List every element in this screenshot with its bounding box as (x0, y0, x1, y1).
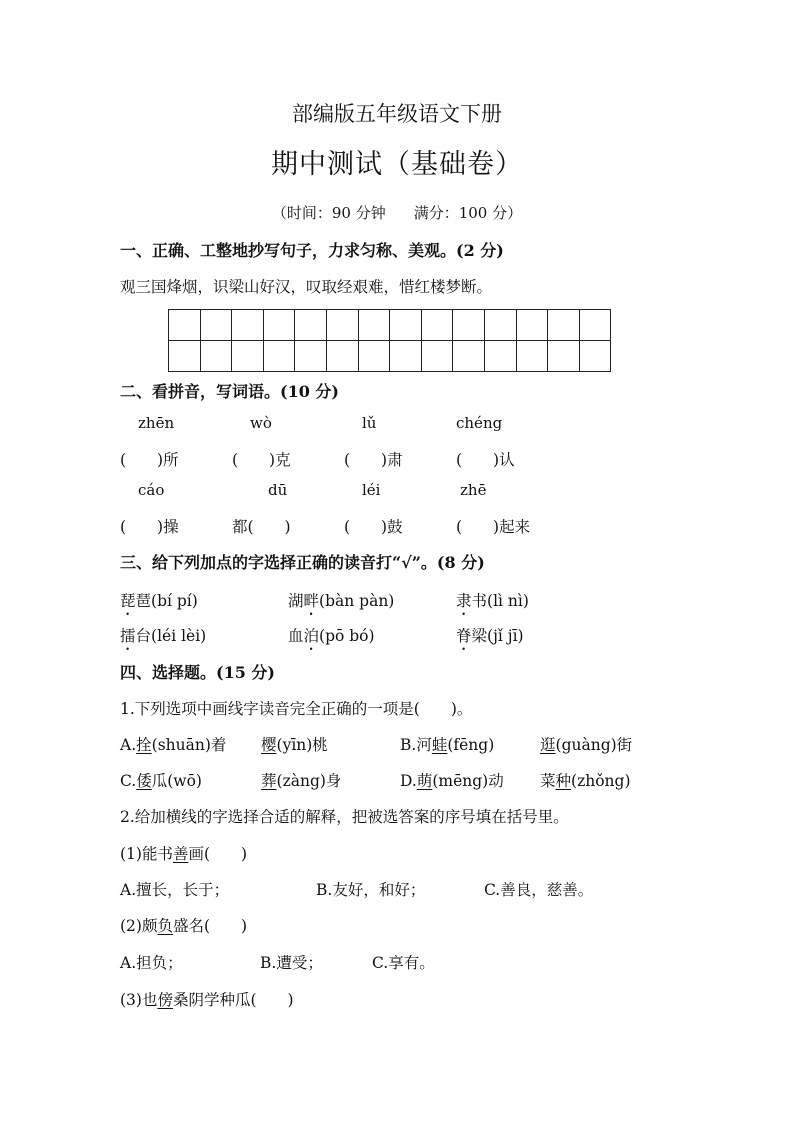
section4-heading: 四、选择题。(15 分) (120, 663, 275, 682)
grid-cell (390, 341, 422, 372)
q1-option-d2: 菜种(zhǒng) (540, 772, 631, 790)
grid-cell (358, 341, 390, 372)
pinyin-lu: lǔ (362, 414, 377, 432)
grid-cell (263, 341, 295, 372)
q2-stem: 2.给加横线的字选择合适的解释，把被选答案的序号填在括号里。 (120, 808, 569, 826)
score-text: 满分：100 分） (413, 204, 523, 222)
pinyin-zhe: zhē (460, 481, 487, 499)
reading-item-2: 湖畔(bàn pàn) (288, 592, 395, 610)
q2-sub1-option-a: A.擅长，长于； (120, 881, 230, 899)
grid-row (169, 310, 611, 341)
q2-sub3: (3)也傍桑阴学种瓜( ) (120, 991, 294, 1009)
grid-cell (169, 310, 201, 341)
q1-stem: 1.下列选项中画线字读音完全正确的一项是( )。 (120, 700, 473, 718)
grid-cell (263, 310, 295, 341)
q1-option-d1: D.萌(mēng)动 (400, 772, 504, 790)
blank-word-6: 都( ) (232, 518, 291, 536)
grid-cell (200, 341, 232, 372)
grid-cell (390, 310, 422, 341)
grid-cell (169, 341, 201, 372)
grid-cell (295, 310, 327, 341)
blank-word-5: ( )操 (120, 518, 179, 536)
blank-word-2: ( )克 (232, 451, 291, 469)
reading-item-3: 隶书(lì nì) (456, 592, 529, 610)
section2-heading: 二、看拼音，写词语。(10 分) (120, 382, 339, 401)
grid-cell (453, 341, 485, 372)
exam-subtitle: 部编版五年级语文下册 (292, 102, 502, 126)
grid-cell (232, 310, 264, 341)
q2-sub2-option-b: B.遭受； (260, 954, 323, 972)
q2-sub1-option-b: B.友好，和好； (316, 881, 426, 899)
grid-cell (358, 310, 390, 341)
grid-cell (421, 341, 453, 372)
grid-cell (453, 310, 485, 341)
section1-heading: 一、正确、工整地抄写句子，力求匀称、美观。(2 分) (120, 241, 504, 260)
grid-cell (484, 341, 516, 372)
writing-grid (168, 309, 611, 372)
blank-word-7: ( )鼓 (344, 518, 403, 536)
blank-word-1: ( )所 (120, 451, 179, 469)
pinyin-cao: cáo (138, 481, 165, 499)
q1-option-a1: A.拴(shuān)着 (120, 736, 227, 754)
grid-cell (484, 310, 516, 341)
pinyin-du: dū (268, 481, 288, 499)
grid-cell (295, 341, 327, 372)
pinyin-wo: wò (250, 414, 272, 432)
grid-cell (579, 341, 611, 372)
reading-item-1: 琵琶(bí pí) (120, 592, 198, 610)
grid-cell (548, 310, 580, 341)
q1-option-c1: C.倭瓜(wō) (120, 772, 202, 790)
q1-option-a2: 樱(yīn)桃 (261, 736, 328, 754)
q2-sub2-option-c: C.享有。 (372, 954, 435, 972)
grid-cell (326, 310, 358, 341)
exam-time-score (0, 202, 794, 223)
exam-title: 期中测试（基础卷） (271, 149, 523, 180)
grid-cell (232, 341, 264, 372)
copy-sentence: 观三国烽烟，识梁山好汉，叹取经艰难，惜红楼梦断。 (120, 278, 493, 296)
q2-sub2: (2)颇负盛名( ) (120, 917, 248, 935)
reading-item-5: 血泊(pō bó) (288, 627, 375, 645)
grid-cell (421, 310, 453, 341)
grid-cell (516, 310, 548, 341)
grid-cell (548, 341, 580, 372)
q2-sub1: (1)能书善画( ) (120, 845, 248, 863)
reading-item-6: 脊梁(jǐ jī) (456, 627, 524, 645)
q1-option-b1: B.河蛙(fēng) (400, 736, 495, 754)
grid-cell (326, 341, 358, 372)
q1-option-c2: 葬(zàng)身 (261, 772, 342, 790)
q2-sub2-option-a: A.担负； (120, 954, 183, 972)
q2-sub1-option-c: C.善良，慈善。 (484, 881, 594, 899)
blank-word-8: ( )起来 (456, 518, 531, 536)
time-text: （时间：90 分钟 (271, 204, 386, 222)
grid-cell (579, 310, 611, 341)
q1-option-b2: 逛(guàng)街 (540, 736, 633, 754)
pinyin-cheng: chéng (456, 414, 503, 432)
blank-word-3: ( )肃 (344, 451, 403, 469)
pinyin-zhen: zhēn (138, 414, 175, 432)
grid-cell (200, 310, 232, 341)
grid-cell (516, 341, 548, 372)
pinyin-lei: léi (362, 481, 381, 499)
section3-heading: 三、给下列加点的字选择正确的读音打“√”。(8 分) (120, 553, 485, 572)
reading-item-4: 擂台(léi lèi) (120, 627, 207, 645)
grid-row (169, 341, 611, 372)
blank-word-4: ( )认 (456, 451, 515, 469)
